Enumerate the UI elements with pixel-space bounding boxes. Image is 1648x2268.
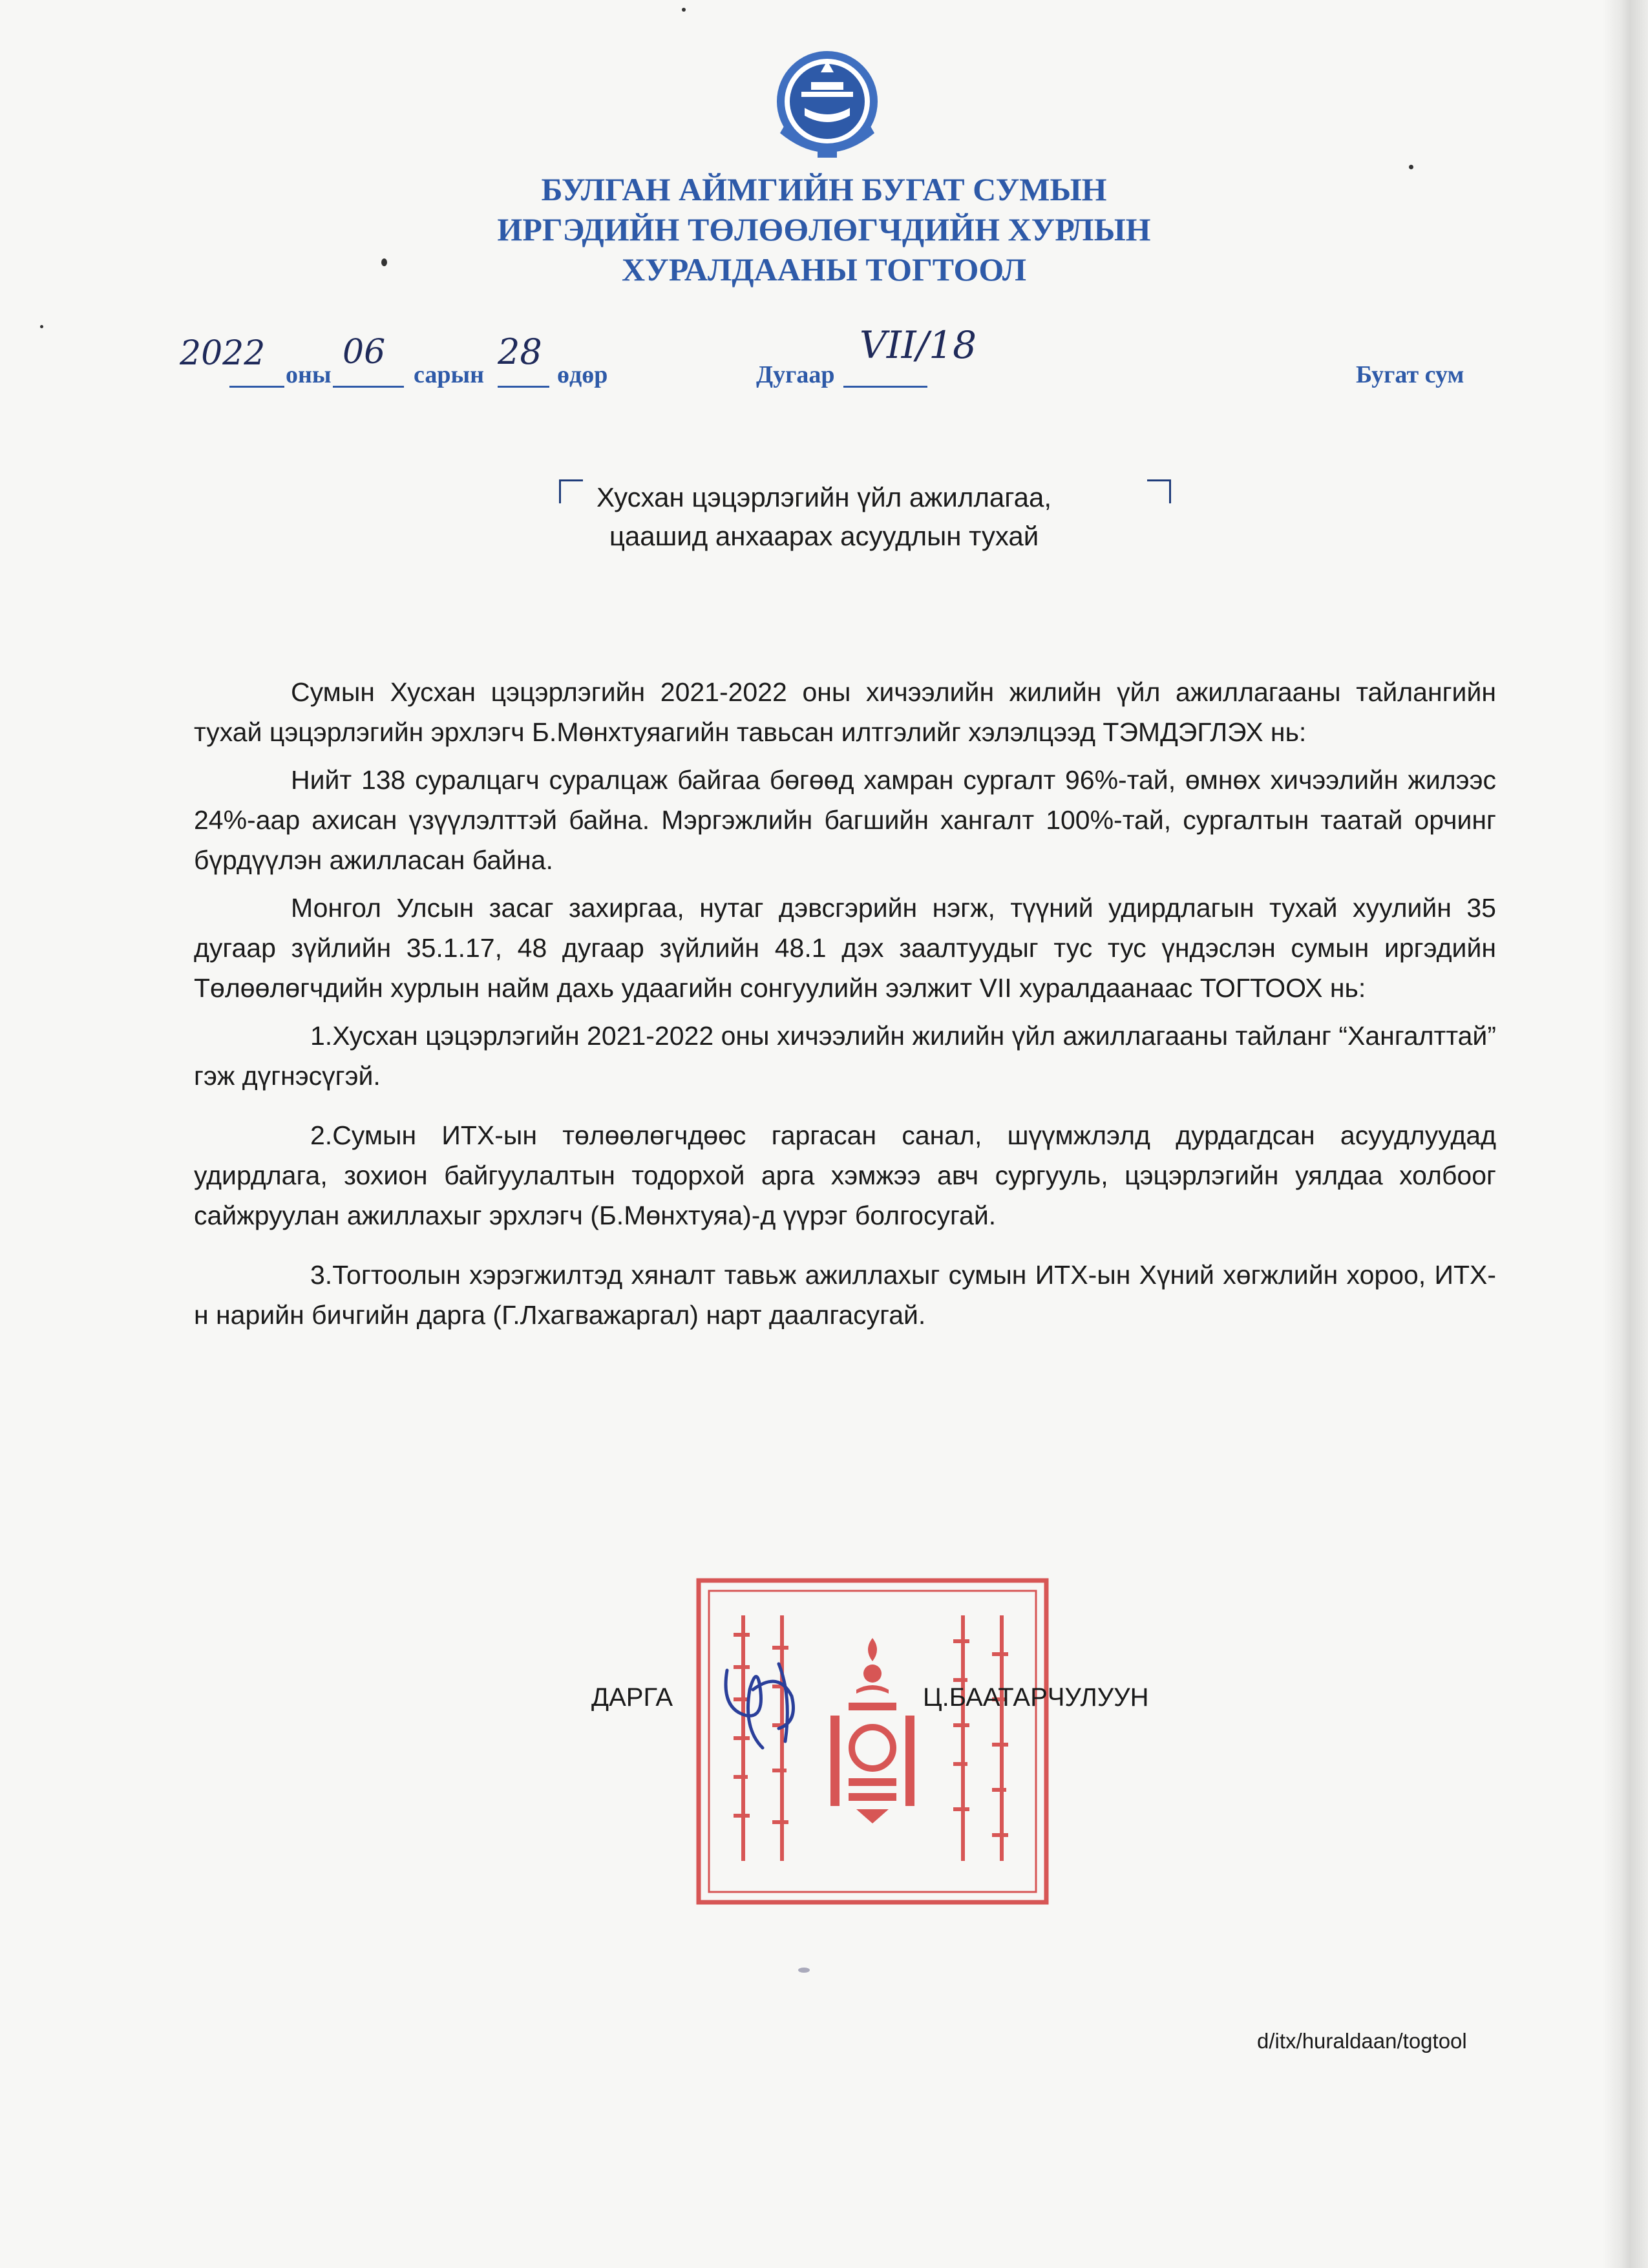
number-blank	[843, 386, 927, 388]
paragraph-2: Нийт 138 суралцагч суралцаж байгаа бөгөөд хамран сургалт 96%-тай, өмнөх хичээлийн жилээс 24%-аар ахисан үзүүлэлттэй байна. Мэргэжлийн багшийн хангалт 100%-тай, сургалтын таатай орчинг бүрдүүлэн ажилласан байна.	[194, 765, 1496, 875]
place-label: Бугат сум	[1356, 361, 1464, 388]
meta-row	[0, 323, 1648, 397]
subject-block	[0, 478, 1648, 556]
resolution-item-3: 3.Тогтоолын хэрэгжилтэд хяналт тавьж ажиллахыг сумын ИТХ-ын Хүний хөгжлийн хороо, ИТХ-н нарийн бичгийн дарга (Г.Лхагважаргал) нарт даалгасугай.	[194, 1260, 1496, 1330]
subject-line-2: цаашид анхаарах асуудлын тухай	[609, 521, 1039, 551]
signatory-name: Ц.БААТАРЧУЛУУН	[923, 1683, 1149, 1712]
state-emblem-icon	[772, 47, 882, 163]
handwritten-signature	[708, 1651, 824, 1761]
scan-speck	[798, 1968, 810, 1973]
year-handwritten: 2022	[180, 334, 266, 373]
year-label: оны	[286, 361, 332, 388]
document-body	[194, 672, 1496, 1354]
scan-speck	[381, 258, 387, 266]
resolution-item-1: 1.Хусхан цэцэрлэгийн 2021-2022 оны хичээлийн жилийн үйл ажиллагааны тайланг “Хангалттай” гэж дүгнэсүгэй.	[194, 1021, 1496, 1091]
day-blank	[498, 386, 549, 388]
number-handwritten: VII/18	[860, 323, 977, 367]
heading-line-3: ХУРАЛДААНЫ ТОГТООЛ	[621, 251, 1027, 288]
month-handwritten: 06	[343, 333, 386, 372]
day-handwritten: 28	[498, 331, 542, 372]
scan-speck	[682, 8, 686, 12]
day-label: өдөр	[557, 361, 608, 388]
scan-speck	[1409, 165, 1413, 169]
year-blank	[229, 386, 284, 388]
month-label: сарын	[414, 361, 485, 388]
scan-speck	[40, 325, 43, 328]
paragraph-1: Сумын Хусхан цэцэрлэгийн 2021-2022 оны хичээлийн жилийн үйл ажиллагааны тайлангийн тухай цэцэрлэгийн эрхлэгч Б.Мөнхтуяагийн тавьсан илтгэлийг хэлэлцээд ТЭМДЭГЛЭХ нь:	[194, 677, 1496, 747]
number-label: Дугаар	[756, 361, 835, 388]
file-path-footer: d/itx/huraldaan/togtool	[1257, 2029, 1467, 2053]
subject-line-1: Хусхан цэцэрлэгийн үйл ажиллагаа,	[596, 482, 1051, 512]
signatory-title: ДАРГА	[591, 1683, 673, 1712]
document-heading	[0, 169, 1648, 289]
resolution-item-2: 2.Сумын ИТХ-ын төлөөлөгчдөөс гаргасан санал, шүүмжлэлд дурдагдсан асуудлуудад удирдлага, зохион байгуулалтын тодорхой арга хэмжээ авч сургууль, цэцэрлэгийн уялдаа холбоог сайжруулан ажиллахыг эрхлэгч (Б.Мөнхтуяа)-д үүрэг болгосугай.	[194, 1120, 1496, 1230]
paragraph-3: Монгол Улсын засаг захиргаа, нутаг дэвсгэрийн нэгж, түүний удирдлагын тухай хуулийн 35 дугаар зүйлийн 35.1.17, 48 дугаар зүйлийн 48.1 дэх заалтуудыг тус тус үндэслэн сумын иргэдийн Төлөөлөгчдийн хурлын найм дахь удаагийн сонгуулийн ээлжит VII хуралдаанаас ТОГТООХ нь:	[194, 893, 1496, 1003]
month-blank	[333, 386, 404, 388]
heading-line-2: ИРГЭДИЙН ТӨЛӨӨЛӨГЧДИЙН ХУРЛЫН	[497, 211, 1151, 247]
heading-line-1: БУЛГАН АЙМГИЙН БУГАТ СУМЫН	[541, 171, 1107, 207]
